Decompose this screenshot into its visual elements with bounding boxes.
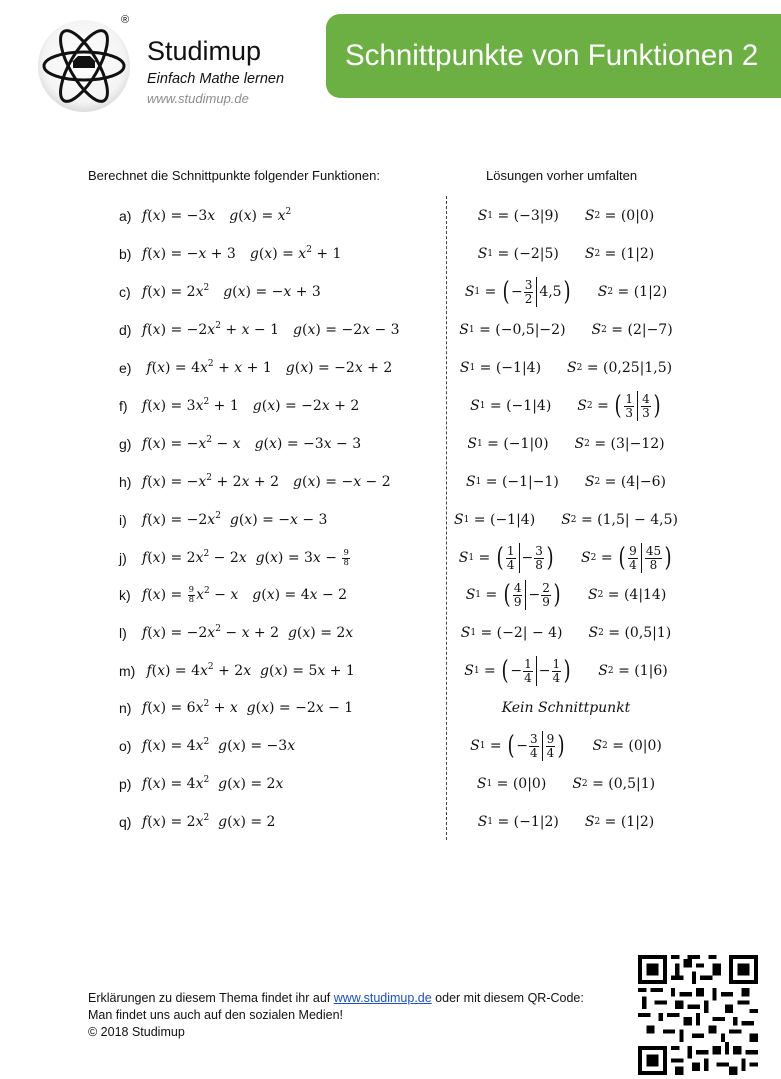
task-functions: $f(x) = -2x^2$ g(x) = −x − 3 — [142, 511, 328, 528]
task-functions: $f(x) = -2x^2 + x - 1$ g(x) = −2x − 3 — [142, 321, 400, 338]
brand-name: Studimup — [147, 36, 262, 66]
task-row — [0, 540, 781, 576]
task-solution: S 1 = (−2| − 4) S 2 = (0,5|1) — [460, 625, 672, 641]
task-solution: S 1 = (−0,5|−2) S 2 = (2|−7) — [459, 322, 673, 338]
footer-website-link[interactable]: www.studimup.de — [333, 991, 432, 1005]
registered-mark: ® — [121, 14, 130, 26]
footer-text-after-link: oder mit diesem QR-Code: — [431, 991, 584, 1005]
task-functions: f(x) = −3x $g(x) = x^2$ — [142, 207, 292, 224]
footer-line-2: Man findet uns auch auf den sozialen Medien! — [88, 1008, 344, 1022]
task-solution: S 1 = (−1|0) S 2 = (3|−12) — [467, 436, 665, 452]
task-functions: f(x) = −x + 3 $g(x) = x^2 + 1$ — [142, 245, 342, 262]
task-functions: $f(x) = 2x^2$ g(x) = 2 — [142, 813, 276, 830]
task-row — [0, 464, 781, 500]
task-solution: S 1 = (−1|2) S 2 = (1|2) — [477, 814, 655, 830]
task-label: g) — [119, 436, 132, 452]
task-solution: S 1 = ( − $\frac{3}{4}$ $\frac{9}{4}$ ) S 2 = (0|0) — [470, 731, 662, 761]
task-row — [0, 690, 781, 726]
task-row — [0, 728, 781, 764]
task-row — [0, 350, 781, 386]
task-label: j) — [119, 550, 127, 566]
task-label: o) — [119, 738, 132, 754]
task-solution: S 1 = (−1|4) S 2 = ( $\frac{1}{3}$ $\frac{4}{3}$ ) — [470, 391, 661, 421]
task-functions: $f(x) = 2x^2 - 2x$ g(x) = 3x − $\frac{9}{8}$ — [142, 547, 349, 568]
task-functions: $f(x) = -x^2 + 2x + 2$ g(x) = −x − 2 — [142, 473, 391, 490]
task-functions: $f(x) = 4x^2$ g(x) = −3x — [142, 737, 296, 754]
task-label: i) — [119, 512, 127, 528]
task-solution: S 1 = (−3|9) S 2 = (0|0) — [477, 208, 655, 224]
task-label: b) — [119, 246, 132, 262]
footer-text-before-link: Erklärungen zu diesem Thema findet ihr auf — [88, 991, 334, 1005]
task-solution: Kein Schnittpunkt — [501, 700, 631, 716]
brand-url: www.studimup.de — [147, 91, 249, 106]
instruction-text: Berechnet die Schnittpunkte folgender Funktionen: — [88, 168, 380, 183]
task-solution: S 1 = (−1|4) S 2 = (0,25|1,5) — [459, 360, 673, 376]
task-label: q) — [119, 814, 132, 830]
task-functions: f(x) = $\frac{9}{8}$ $x^2 - x$ g(x) = 4x − 2 — [142, 584, 348, 605]
task-label: m) — [119, 663, 136, 679]
task-solution: S 1 = ( − $\frac{1}{4}$ − $\frac{1}{4}$ ) S 2 = (1|6) — [464, 656, 668, 686]
task-solution: S 1 = ( − $\frac{3}{2}$ 4,5 ) S 2 = (1|2) — [464, 277, 668, 307]
footer-line-1 — [88, 990, 584, 1007]
task-functions: $f(x) = 2x^2$ g(x) = −x + 3 — [142, 283, 321, 300]
task-row — [0, 502, 781, 538]
qr-code-icon[interactable] — [638, 955, 758, 1075]
task-functions: $f(x) = 6x^2 + x$ g(x) = −2x − 1 — [142, 699, 354, 716]
task-row — [0, 804, 781, 840]
solutions-heading: Lösungen vorher umfalten — [486, 168, 638, 183]
task-row — [0, 312, 781, 348]
task-functions: $f(x) = -x^2 - x$ g(x) = −3x − 3 — [142, 435, 362, 452]
task-solution: S 1 = (−2|5) S 2 = (1|2) — [477, 246, 655, 262]
footer — [88, 990, 584, 1041]
task-row — [0, 766, 781, 802]
task-row — [0, 577, 781, 613]
task-solution: S 1 = ( $\frac{4}{9}$ − $\frac{2}{9}$ ) S 2 = (4|14) — [465, 580, 667, 610]
task-label: a) — [119, 208, 132, 224]
task-functions: $f(x) = 4x^2 + 2x$ g(x) = 5x + 1 — [146, 662, 355, 679]
task-label: d) — [119, 322, 132, 338]
task-solution: S 1 = (0|0) S 2 = (0,5|1) — [476, 776, 656, 792]
worksheet-title-banner — [326, 14, 781, 98]
task-label: h) — [119, 474, 132, 490]
task-row — [0, 198, 781, 234]
task-functions: $f(x) = 4x^2$ g(x) = 2x — [142, 775, 284, 792]
task-row — [0, 274, 781, 310]
task-row — [0, 615, 781, 651]
task-solution: S 1 = (−1|−1) S 2 = (4|−6) — [465, 474, 667, 490]
task-functions: $f(x) = -2x^2 - x + 2$ g(x) = 2x — [142, 624, 354, 641]
worksheet-title: Schnittpunkte von Funktionen 2 — [345, 39, 759, 72]
footer-copyright: © 2018 Studimup — [88, 1025, 185, 1039]
task-label: k) — [119, 587, 131, 603]
task-label: e) — [119, 360, 132, 376]
atom-logo-icon — [36, 18, 132, 114]
task-label: f) — [119, 398, 128, 414]
task-row — [0, 236, 781, 272]
task-label: p) — [119, 776, 132, 792]
task-solution: S 1 = (−1|4) S 2 = (1,5| − 4,5) — [454, 512, 678, 528]
task-label: n) — [119, 700, 132, 716]
task-label: l) — [119, 625, 127, 641]
task-label: c) — [119, 284, 131, 300]
task-row — [0, 388, 781, 424]
task-functions: $f(x) = 3x^2 + 1$ g(x) = −2x + 2 — [142, 397, 360, 414]
brand-tagline: Einfach Mathe lernen — [147, 71, 285, 87]
task-row — [0, 653, 781, 689]
task-solution: S 1 = ( $\frac{1}{4}$ − $\frac{3}{8}$ ) S 2 = ( $\frac{9}{4}$ $\frac{45}{8}$ ) — [458, 543, 672, 573]
task-row — [0, 426, 781, 462]
task-functions: $f(x) = 4x^2 + x + 1$ g(x) = −2x + 2 — [146, 359, 393, 376]
